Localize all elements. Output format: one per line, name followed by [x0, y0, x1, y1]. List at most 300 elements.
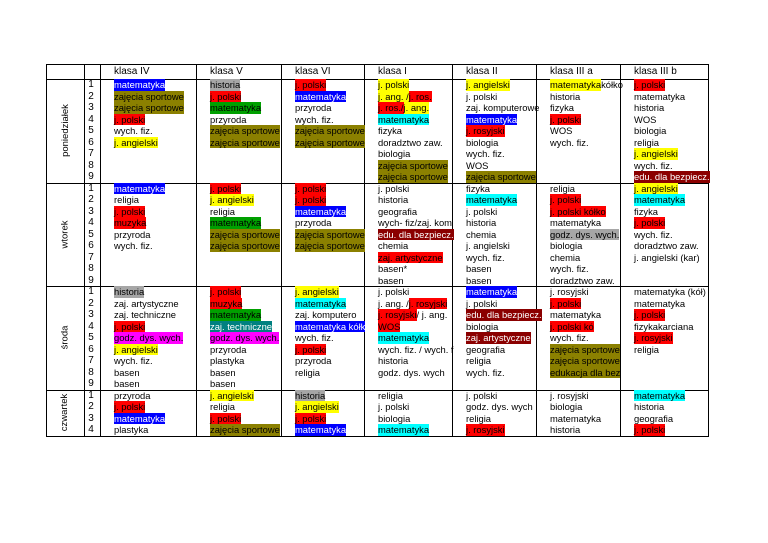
lesson-cell: [634, 240, 699, 252]
subject-label: j. polski: [378, 79, 410, 90]
subject-label: j. rosyjski: [378, 309, 417, 320]
subject-label: j. polski: [634, 424, 666, 435]
subject-label: muzyka: [114, 217, 147, 228]
subject-label: geografia: [378, 205, 418, 217]
lesson-cell: [378, 240, 408, 252]
subject-label: edu. dla bezpiecz.: [634, 171, 710, 182]
lesson-cell: [550, 344, 619, 356]
subject-label: chemia: [378, 240, 409, 251]
lesson-cell: [466, 424, 505, 436]
subject-label: przyroda: [210, 343, 247, 355]
lesson-cell: [210, 390, 254, 402]
lesson-cell: [114, 344, 158, 356]
subject-label: j. ang. /: [378, 90, 409, 102]
lesson-cell: [114, 240, 153, 252]
lesson-cell: [210, 355, 244, 367]
lesson-cell: [378, 183, 409, 195]
subject-label: zajęcia sportowe: [378, 171, 448, 182]
subject-label: j. polski: [466, 90, 498, 102]
day-name: środa: [59, 325, 71, 350]
lesson-cell: [295, 355, 331, 367]
subject-label: matematyka kółk: [295, 320, 366, 332]
subject-label: j. angielski: [210, 389, 254, 401]
subject-label: matematyka: [378, 424, 430, 435]
grid-vline: [100, 64, 101, 436]
subject-label: plastyka: [114, 424, 149, 435]
lesson-cell: [114, 137, 158, 149]
day-label: [46, 183, 84, 287]
lesson-cell: [550, 206, 606, 218]
lesson-cell: [114, 298, 179, 310]
lesson-cell: [114, 424, 148, 436]
lesson-cell: [550, 252, 580, 264]
subject-label: j. polski: [210, 412, 242, 424]
subject-label: religia: [210, 401, 236, 412]
subject-label: j. polski: [634, 79, 666, 90]
grid-vline: [196, 64, 197, 436]
lesson-number: 2: [88, 194, 94, 205]
subject-label: religia: [634, 136, 660, 148]
subject-label: matematyka (kół): [634, 286, 706, 297]
lesson-cell: [114, 194, 139, 206]
subject-label: historia: [295, 389, 326, 401]
lesson-cell: [466, 240, 510, 252]
lesson-cell: [295, 401, 339, 413]
subject-label: j. polski: [114, 401, 146, 412]
subject-label: basen: [210, 366, 236, 378]
lesson-number: 2: [88, 297, 94, 309]
subject-label: zaj. artystyczne: [466, 332, 531, 343]
subject-label: / j. ang.: [416, 309, 448, 320]
lesson-cell: [295, 424, 346, 436]
lesson-number: 8: [88, 366, 94, 378]
lesson-cell: [466, 332, 531, 344]
lesson-cell: [378, 413, 410, 425]
subject-label: j. polski: [378, 401, 410, 412]
lesson-cell: [634, 298, 685, 310]
subject-label: historia: [114, 286, 145, 297]
subject-label: basen: [378, 274, 404, 286]
lesson-cell: [466, 148, 505, 160]
lesson-cell: [295, 217, 331, 229]
subject-label: basen: [210, 378, 236, 389]
class-header-5: klasa II: [466, 66, 498, 77]
lesson-cell: [378, 390, 403, 402]
subject-label: fizyka: [466, 182, 490, 194]
subject-label: wych. fiz.: [634, 228, 673, 240]
lesson-cell: [295, 298, 346, 310]
lesson-cell: [550, 355, 619, 367]
lesson-cell: [378, 114, 429, 126]
subject-label: j. rosyjski: [634, 332, 673, 343]
subject-label: historia: [378, 194, 409, 205]
subject-label: j. angielski: [634, 182, 678, 194]
lesson-cell: [634, 401, 664, 413]
lesson-cell: [634, 206, 658, 218]
lesson-cell: [634, 229, 673, 241]
subject-label: wych. fiz.: [466, 251, 505, 263]
lesson-cell: [634, 79, 665, 91]
lesson-cell: [210, 367, 236, 379]
subject-label: wych. fiz.: [114, 240, 153, 251]
lesson-cell: [295, 332, 334, 344]
subject-label: zaj. techniczne: [114, 309, 177, 320]
subject-label: przyroda: [295, 217, 332, 228]
lesson-cell: [210, 79, 240, 91]
subject-label: przyroda: [114, 228, 151, 240]
lesson-cell: [634, 390, 685, 402]
subject-label: kółko: [601, 79, 623, 90]
subject-label: j. polski: [210, 90, 242, 102]
subject-label: doradztwo zaw.: [378, 136, 443, 148]
lesson-cell: [378, 228, 454, 241]
subject-label: j. polski kó: [550, 320, 594, 332]
lesson-cell: [550, 263, 589, 275]
subject-label: zajęcia sportowe: [114, 102, 184, 113]
subject-label: edukacja dla bez: [550, 366, 621, 378]
lesson-cell: [466, 413, 491, 425]
subject-label: j. polski: [466, 297, 498, 309]
subject-label: j. polski: [295, 79, 327, 90]
subject-label: godz. dys. wych.: [210, 332, 280, 343]
lesson-number: 3: [88, 102, 94, 113]
lesson-cell: [466, 367, 505, 379]
class-header-7: klasa III b: [634, 66, 677, 77]
subject-label: przyroda: [295, 355, 332, 366]
subject-label: chemia: [550, 251, 581, 263]
lesson-cell: [295, 286, 339, 298]
lesson-cell: [378, 286, 409, 298]
subject-label: j. polski: [550, 194, 582, 205]
subject-label: doradztwo zaw.: [634, 240, 699, 251]
class-header-1: klasa IV: [114, 66, 150, 77]
lesson-cell: [466, 229, 496, 241]
subject-label: WOS: [378, 320, 401, 332]
lesson-number: 6: [88, 136, 94, 148]
lesson-number: 7: [88, 251, 94, 263]
lesson-cell: [210, 309, 261, 321]
grid-vline: [281, 64, 282, 436]
subject-label: j. rosyjski: [408, 297, 448, 309]
lesson-cell: [210, 332, 279, 344]
subject-label: edu. dla bezpiecz.: [378, 228, 454, 240]
lesson-cell: [550, 286, 589, 298]
lesson-cell: [550, 309, 601, 321]
lesson-cell: [114, 91, 184, 103]
lesson-cell: [378, 355, 408, 367]
lesson-cell: [210, 378, 236, 390]
lesson-cell: [210, 413, 241, 425]
subject-label: geografia: [466, 343, 506, 355]
subject-label: zajęcia sportowe: [295, 125, 365, 136]
lesson-cell: [378, 160, 448, 172]
lesson-cell: [295, 206, 346, 218]
lesson-cell: [466, 217, 496, 229]
subject-label: biologia: [466, 136, 499, 148]
subject-label: j. polski: [114, 205, 146, 217]
subject-label: j. polski: [550, 113, 582, 125]
lesson-cell: [378, 275, 404, 287]
lesson-number: 4: [88, 424, 94, 435]
lesson-cell: [550, 332, 589, 344]
lesson-cell: [634, 91, 685, 103]
grid-vline: [84, 64, 85, 436]
lesson-cell: [210, 298, 242, 310]
class-header-3: klasa VI: [295, 66, 331, 77]
lesson-cell: [114, 378, 140, 390]
subject-label: wych. fiz.: [114, 125, 153, 136]
subject-label: historia: [210, 79, 241, 90]
lesson-cell: [210, 206, 235, 218]
subject-label: matematyka: [550, 412, 602, 424]
lesson-cell: [210, 194, 254, 206]
lesson-number: 1: [88, 182, 94, 194]
subject-label: religia: [466, 412, 492, 424]
subject-label: matematyka: [210, 102, 262, 113]
lesson-cell: [550, 390, 589, 402]
lesson-cell: [550, 91, 580, 103]
subject-label: przyroda: [295, 102, 332, 113]
lesson-cell: [466, 355, 491, 367]
subject-label: matematyka: [295, 424, 347, 435]
subject-label: j. angielski: [114, 136, 158, 148]
subject-label: matematyka: [550, 309, 602, 320]
lesson-cell: [378, 309, 447, 321]
lesson-number: 3: [88, 309, 94, 320]
subject-label: wych. fiz.: [295, 113, 334, 125]
lesson-cell: [295, 309, 357, 321]
lesson-number: 3: [88, 205, 94, 217]
lesson-cell: [295, 194, 326, 206]
lesson-cell: [295, 102, 331, 114]
subject-label: matematyka: [466, 113, 518, 125]
subject-label: matematyka: [466, 194, 518, 205]
subject-label: WOS: [634, 113, 657, 125]
subject-label: religia: [550, 182, 576, 194]
subject-label: matematyka: [378, 332, 430, 343]
subject-label: j. rosyjski: [466, 424, 505, 435]
lesson-cell: [466, 263, 492, 275]
day-name: wtorek: [59, 220, 71, 249]
lesson-cell: [378, 125, 402, 137]
lesson-cell: [378, 343, 454, 356]
subject-label: wych- fiz/: [378, 217, 418, 228]
lesson-cell: [210, 91, 241, 103]
lesson-cell: [550, 79, 623, 91]
subject-label: zajęcia sportowe: [295, 240, 365, 251]
lesson-cell: [295, 344, 326, 356]
subject-label: j. polski: [378, 286, 410, 297]
subject-label: religia: [210, 205, 236, 217]
lesson-cell: [466, 137, 498, 149]
lesson-cell: [114, 79, 165, 91]
day-separator: [46, 436, 709, 437]
lesson-cell: [634, 194, 685, 206]
lesson-cell: [114, 206, 145, 218]
lesson-cell: [550, 102, 574, 114]
subject-label: przyroda: [210, 113, 247, 125]
subject-label: historia: [634, 401, 665, 412]
subject-label: muzyka: [210, 297, 243, 309]
subject-label: zaj. komputero: [295, 309, 357, 320]
lesson-cell: [550, 275, 615, 287]
subject-label: j. ros./: [378, 102, 404, 113]
lesson-cell: [210, 114, 246, 126]
lesson-cell: [378, 194, 408, 206]
subject-label: j. polski: [550, 297, 582, 309]
subject-label: historia: [550, 90, 581, 102]
lesson-cell: [295, 91, 346, 103]
lesson-cell: [295, 240, 363, 252]
lesson-cell: [378, 206, 417, 218]
subject-label: j. polski: [295, 343, 327, 355]
subject-label: wych. fiz.: [466, 148, 505, 159]
lesson-number: 5: [88, 125, 94, 136]
subject-label: wych. fiz.: [550, 136, 589, 148]
subject-label: wych. fiz.: [295, 332, 334, 343]
subject-label: zajęcia sportowe: [114, 90, 184, 102]
lesson-number: 3: [88, 412, 94, 424]
subject-label: geografia: [634, 412, 674, 424]
subject-label: matematyka: [210, 309, 262, 320]
subject-label: biologia: [550, 240, 583, 251]
grid-vline: [536, 64, 537, 436]
lesson-cell: [295, 183, 326, 195]
subject-label: j. rosyjski: [550, 389, 589, 401]
subject-label: basen: [466, 274, 492, 286]
lesson-cell: [378, 367, 445, 379]
subject-label: zaj. komputerowe: [466, 102, 540, 113]
subject-label: matematyka: [466, 286, 518, 297]
lesson-cell: [378, 102, 429, 114]
lesson-number: 8: [88, 263, 94, 274]
subject-label: zaj. kom: [417, 217, 452, 228]
subject-label: zajęcia sportowe: [550, 355, 620, 366]
lesson-cell: [550, 229, 619, 241]
subject-label: chemia: [466, 228, 497, 240]
subject-label: biologia: [466, 320, 499, 332]
lesson-cell: [634, 160, 673, 172]
subject-label: zajęcia sportowe: [210, 228, 280, 240]
subject-label: j. angielski: [466, 79, 510, 90]
lesson-cell: [378, 171, 448, 183]
lesson-cell: [634, 125, 666, 137]
subject-label: matematyka: [295, 90, 347, 102]
subject-label: j. angielski: [634, 148, 678, 159]
subject-label: WOS: [466, 159, 489, 171]
lesson-number: 1: [88, 286, 94, 297]
subject-label: zajęcia sportowe: [295, 228, 365, 240]
lesson-cell: [634, 309, 665, 321]
lesson-cell: [210, 401, 235, 413]
subject-label: wych. fiz.: [550, 263, 589, 274]
subject-label: fizyka: [550, 102, 574, 113]
lesson-cell: [378, 91, 432, 103]
subject-label: basen: [466, 263, 492, 274]
lesson-number: 4: [88, 320, 94, 332]
grid-vline: [708, 64, 709, 436]
subject-label: zajęcia sportowe: [210, 125, 280, 136]
lesson-cell: [466, 401, 533, 413]
subject-label: religia: [114, 194, 140, 205]
lesson-cell: [378, 79, 409, 91]
lesson-cell: [210, 321, 272, 333]
lesson-cell: [210, 229, 280, 241]
lesson-cell: [550, 424, 580, 436]
subject-label: j. polski: [295, 182, 327, 194]
lesson-cell: [466, 275, 492, 287]
lesson-cell: [634, 148, 678, 160]
subject-label: zajęcia sportowe: [550, 343, 620, 355]
subject-label: godz. dys. wych: [378, 366, 445, 378]
subject-label: j. polski: [466, 389, 498, 401]
lesson-cell: [634, 413, 673, 425]
lesson-cell: [466, 79, 510, 91]
lesson-number: 1: [88, 389, 94, 401]
lesson-cell: [550, 240, 582, 252]
subject-label: j. polski kółko: [550, 205, 606, 217]
lesson-cell: [295, 229, 363, 241]
lesson-cell: [295, 413, 326, 425]
subject-label: wych. fiz. / wych. f: [378, 343, 454, 355]
lesson-cell: [114, 286, 144, 298]
lesson-number: 5: [88, 228, 94, 240]
subject-label: historia: [634, 102, 665, 113]
subject-label: wych. fiz.: [466, 366, 505, 378]
lesson-cell: [466, 390, 497, 402]
subject-label: wych. fiz.: [550, 332, 589, 343]
lesson-cell: [378, 424, 429, 436]
subject-label: biologia: [378, 148, 411, 159]
subject-label: wych. fiz.: [114, 355, 153, 366]
subject-label: zaj. artystyczne: [114, 297, 179, 309]
subject-label: j. angielski: [295, 286, 339, 297]
subject-label: przyroda: [114, 389, 151, 401]
lesson-cell: [634, 183, 678, 195]
lesson-number: 2: [88, 90, 94, 102]
grid-hline: [46, 64, 709, 65]
subject-label: plastyka: [210, 355, 245, 366]
subject-label: fizyka: [634, 320, 658, 332]
lesson-cell: [550, 183, 575, 195]
lesson-cell: [550, 401, 582, 413]
lesson-cell: [210, 183, 241, 195]
lesson-cell: [295, 79, 326, 91]
lesson-cell: [634, 217, 665, 229]
subject-label: zajęcia sportowe: [466, 171, 536, 182]
lesson-cell: [634, 137, 659, 149]
lesson-number: 6: [88, 240, 94, 251]
lesson-number: 9: [88, 171, 94, 182]
lesson-cell: [466, 309, 542, 321]
subject-label: edu. dla bezpiecz.: [466, 309, 542, 320]
lesson-number: 7: [88, 148, 94, 159]
subject-label: fizyka: [378, 125, 402, 136]
subject-label: zajęcia sportowe: [210, 424, 280, 435]
subject-label: matematyka: [210, 217, 262, 228]
subject-label: WOS: [550, 125, 573, 136]
lesson-cell: [466, 206, 497, 218]
lesson-cell: [210, 240, 280, 252]
lesson-cell: [210, 424, 280, 436]
subject-label: godz. dys. wych.: [114, 332, 184, 343]
lesson-cell: [466, 114, 517, 126]
subject-label: doradztwo zaw.: [550, 274, 615, 286]
lesson-cell: [114, 309, 176, 321]
lesson-cell: [114, 183, 165, 195]
subject-label: biologia: [378, 412, 411, 424]
subject-label: historia: [550, 424, 581, 435]
